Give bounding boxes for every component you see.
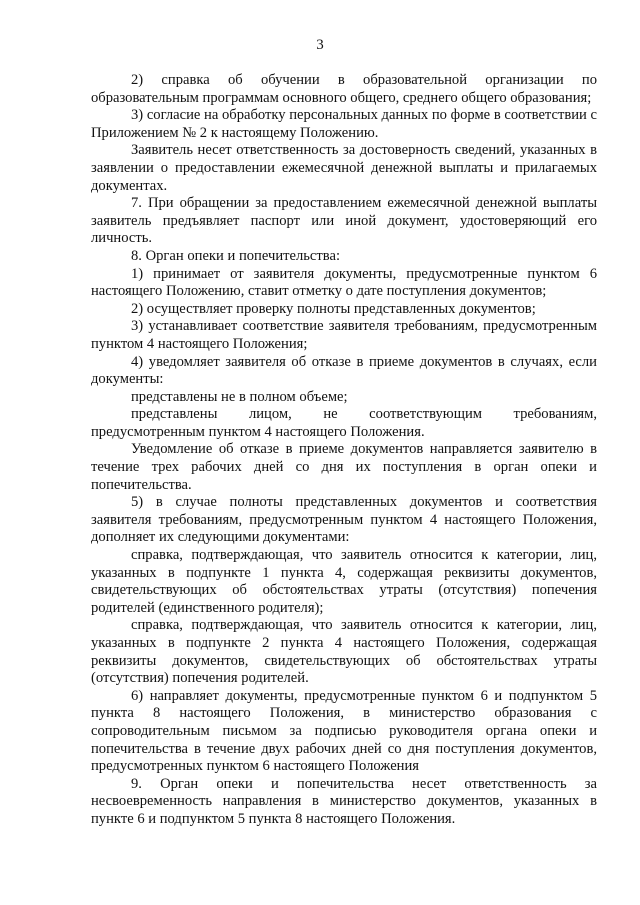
paragraph: 8. Орган опеки и попечительства: (131, 247, 341, 264)
paragraph: 9. Орган опеки и попечительства несет ответственность за несвоевременность направления в министерство документов, указанных в пункте 6 и подпунктом 5 пункта 8 настоящего Положения. (91, 775, 597, 827)
page-number: 3 (316, 37, 324, 53)
paragraph: 2) осуществляет проверку полноты представленных документов; (131, 300, 536, 317)
paragraph: 6) направляет документы, предусмотренные пунктом 6 и подпунктом 5 пункта 8 настоящего Положения, в министерство образования с сопроводительным письмом за подписью руководителя органа опеки и попечительства в течение двух рабочих дней со дня поступления документов, предусмотренных пунктом 6 настоящего Положения (91, 687, 597, 775)
paragraph: справка, подтверждающая, что заявитель относится к категории, лиц, указанных в подпункте 2 пункта 4 настоящего Положения, содержащая реквизиты документов, свидетельствующих об обстоятельствах утраты (отсутствия) попечения родителей. (91, 617, 597, 687)
paragraph: 5) в случае полноты представленных документов и соответствия заявителя требованиям, предусмотренным пунктом 4 настоящего Положения, дополняет их следующими документами: (91, 494, 597, 546)
paragraph: 7. При обращении за предоставлением ежемесячной денежной выплаты заявитель предъявляет паспорт или иной документ, удостоверяющий его личность. (91, 195, 597, 247)
paragraph: 3) согласие на обработку персональных данных по форме в соответствии с Приложением № 2 к настоящему Положению. (91, 107, 597, 141)
paragraph: Уведомление об отказе в приеме документов направляется заявителю в течение трех рабочих дней со дня их поступления в орган опеки и попечительства. (91, 441, 597, 493)
paragraph: 2) справка об обучении в образовательной организации по образовательным программам основного общего, среднего общего образования; (91, 72, 597, 106)
paragraph: представлены лицом, не соответствующим требованиям, предусмотренным пунктом 4 настоящего Положения. (91, 406, 597, 440)
paragraph: справка, подтверждающая, что заявитель относится к категории, лиц, указанных в подпункте 1 пункта 4, содержащая реквизиты документов, свидетельствующих об обстоятельствах утраты (отсутствия) попечения родителей (единственного родителя); (91, 547, 597, 616)
paragraph: Заявитель несет ответственность за достоверность сведений, указанных в заявлении о предоставлении ежемесячной денежной выплаты и прилагаемых документах. (91, 142, 597, 194)
paragraph: 3) устанавливает соответствие заявителя требованиям, предусмотренным пунктом 4 настоящего Положения; (91, 318, 597, 352)
paragraph: 4) уведомляет заявителя об отказе в приеме документов в случаях, если документы: (91, 353, 597, 388)
paragraph: 1) принимает от заявителя документы, предусмотренные пунктом 6 настоящего Положению, ставит отметку о дате поступления документов; (91, 265, 597, 300)
document-body (91, 72, 597, 829)
paragraph: представлены не в полном объеме; (131, 388, 348, 405)
